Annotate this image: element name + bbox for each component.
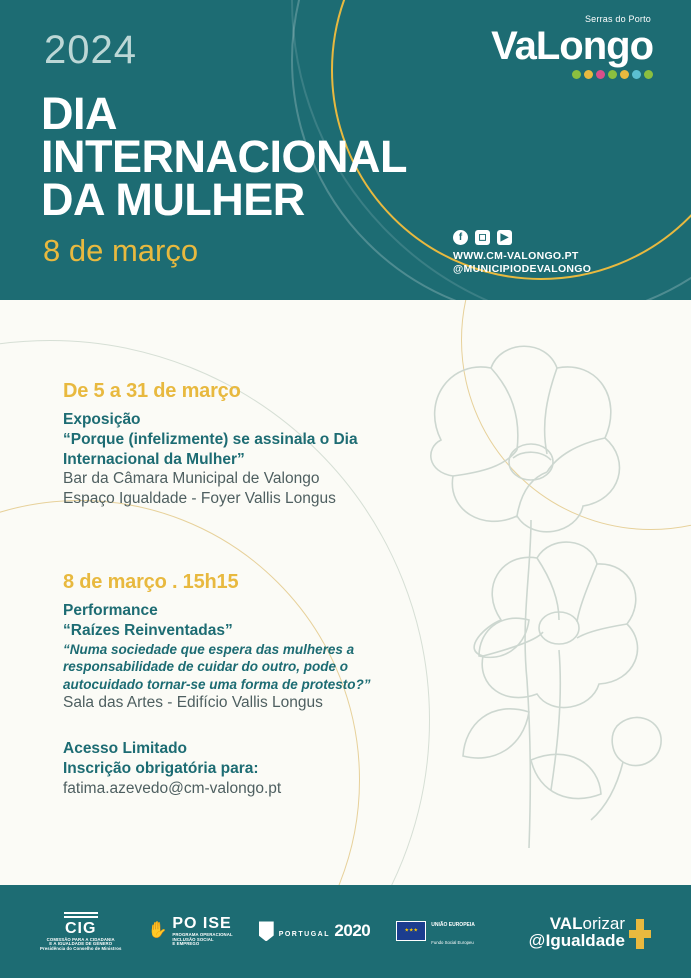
event-block-performance — [63, 571, 463, 713]
performance-venue: Sala das Artes - Edifício Vallis Longus — [63, 694, 323, 712]
poise-sub-1: PROGRAMA OPERACIONAL — [172, 932, 233, 938]
facebook-icon[interactable]: f — [453, 230, 468, 245]
portugal2020-year: 2020 — [334, 920, 371, 940]
poise-logo-name: PO ISE — [172, 915, 232, 933]
performance-kind: Performance — [63, 602, 158, 620]
expo-name-line-2: Internacional da Mulher” — [63, 450, 245, 468]
cig-sub-3: Presidência do Conselho de Ministros — [40, 945, 122, 951]
title-line-3: DA MULHER — [41, 174, 305, 226]
valorizar-prefix: VAL — [549, 913, 583, 933]
poster-header — [0, 0, 691, 300]
year-label: 2024 — [44, 28, 137, 72]
poster-footer — [0, 885, 691, 978]
eu-flag-icon — [396, 921, 426, 941]
portugal2020-logo — [259, 921, 371, 941]
valorizar-igualdade: Igualdade — [545, 930, 625, 950]
poise-logo — [147, 916, 232, 946]
access-block — [63, 739, 463, 798]
valongo-logo-tagline: Serras do Porto — [584, 14, 651, 24]
instagram-icon[interactable]: ◻ — [475, 230, 490, 245]
eu-line-1: UNIÃO EUROPEIA — [431, 922, 475, 929]
valongo-logo-dots — [491, 70, 653, 79]
access-limited-label: Acesso Limitado — [63, 740, 188, 758]
title-line-2: INTERNACIONAL — [41, 131, 407, 183]
hands-icon: ✋ — [147, 922, 168, 940]
performance-quote-2: responsabilidade de cuidar do outro, pode o — [63, 659, 349, 675]
valongo-logo-text: VaLongo — [491, 24, 653, 68]
performance-quote-1: “Numa sociedade que espera das mulheres a — [63, 641, 355, 657]
page-subtitle: 8 de março — [43, 233, 199, 268]
event-content — [63, 380, 463, 799]
poise-sub-2: INCLUSÃO SOCIAL — [172, 936, 214, 942]
poise-sub-3: E EMPREGO — [172, 941, 200, 947]
valorizar-igualdade-logo — [528, 915, 651, 949]
performance-name: “Raízes Reinventadas” — [63, 621, 233, 639]
social-handle[interactable]: @MUNICIPIODEVALONGO — [453, 263, 592, 276]
page-title — [41, 88, 407, 226]
eu-logo — [396, 913, 475, 950]
social-block — [453, 230, 653, 276]
cig-sub-1: COMISSÃO PARA A CIDADANIA — [46, 936, 115, 942]
registration-email[interactable]: fatima.azevedo@cm-valongo.pt — [63, 779, 282, 797]
valorizar-rest: orizar — [582, 913, 625, 933]
event-block-expo — [63, 380, 463, 509]
youtube-icon[interactable]: ▶ — [497, 230, 512, 245]
social-icons — [453, 230, 653, 245]
spacer — [63, 509, 463, 571]
expo-date: De 5 a 31 de março — [63, 380, 241, 402]
registration-label: Inscrição obrigatória para: — [63, 760, 259, 778]
cig-sub-2: E A IGUALDADE DE GÉNERO — [49, 941, 113, 947]
spacer-small — [63, 713, 463, 739]
plus-icon — [629, 919, 651, 949]
valongo-logo — [491, 14, 653, 79]
footer-logos — [40, 912, 528, 951]
performance-quote-3: autocuidado tornar-se uma forma de protesto?” — [63, 676, 371, 692]
expo-venue-1: Bar da Câmara Municipal de Valongo — [63, 470, 320, 488]
eu-line-2: Fundo Social Europeu — [431, 940, 474, 946]
cig-logo — [40, 912, 121, 951]
expo-kind: Exposição — [63, 411, 141, 428]
cig-logo-name: CIG — [64, 919, 97, 937]
portugal2020-word: PORTUGAL — [278, 930, 330, 938]
valorizar-at: @ — [528, 930, 546, 950]
website-url[interactable]: WWW.CM-VALONGO.PT — [453, 250, 579, 262]
expo-venue-2: Espaço Igualdade - Foyer Vallis Longus — [63, 490, 336, 508]
performance-date: 8 de março . 15h15 — [63, 571, 239, 594]
title-line-1: DIA — [41, 88, 117, 139]
poster-body — [0, 300, 691, 885]
shield-icon — [259, 921, 274, 941]
expo-name-line-1: “Porque (infelizmente) se assinala o Dia — [63, 430, 358, 448]
